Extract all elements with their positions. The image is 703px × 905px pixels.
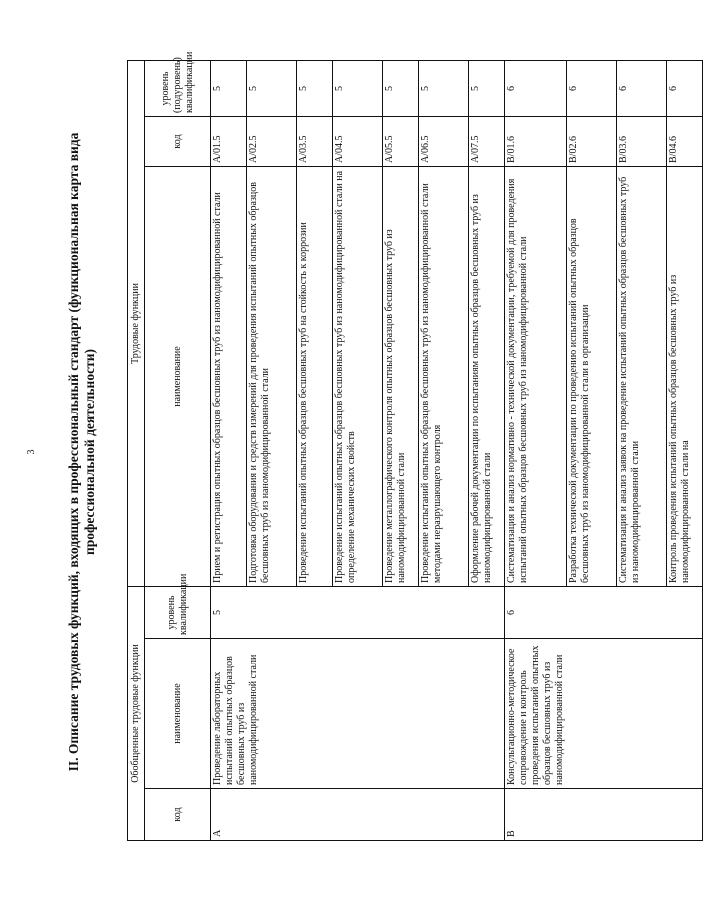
section-heading (66, 82, 98, 822)
group-level-cell: 6 (505, 587, 703, 639)
function-name-cell: Проведение испытаний опытных образцов бесшовных труб на стойкость к коррозии (297, 167, 333, 587)
labor-functions-header: Трудовые функции (128, 61, 145, 587)
function-name-cell: Проведение испытаний опытных образцов бесшовных труб из наномодифицированной стали на определение механических свойств (333, 167, 383, 587)
functional-map-table-wrapper (127, 51, 691, 841)
function-code-cell: B/01.6 (505, 117, 567, 167)
function-name-cell: Подготовка оборудования и средств измерений для проведения испытаний опытных образцов бесшовных труб из наномодифицированной стали (247, 167, 297, 587)
header-level: уровень квалификации (145, 587, 211, 639)
function-name-cell: Оформление рабочей документации по испытаниям опытных образцов бесшовных труб из наномодифицированной стали (469, 167, 505, 587)
function-name-cell: Прием и регистрация опытных образцов бесшовных труб из наномодифицированной стали (211, 167, 247, 587)
function-level-cell: 6 (505, 61, 567, 117)
header-sublevel: уровень (подуровень) квалификации (145, 61, 211, 117)
function-name-cell: Разработка технической документации по проведению испытаний опытных образцов бесшовных труб из наномодифицированной стали в организации (567, 167, 617, 587)
function-level-cell: 5 (247, 61, 297, 117)
functional-map-table (127, 51, 703, 841)
header-function-name: наименование (145, 167, 211, 587)
table-row (211, 61, 247, 841)
function-level-cell: 6 (617, 61, 667, 117)
function-code-cell: A/03.5 (297, 117, 333, 167)
function-code-cell: A/02.5 (247, 117, 297, 167)
function-code-cell: A/04.5 (333, 117, 383, 167)
function-code-cell: A/01.5 (211, 117, 247, 167)
function-level-cell: 5 (419, 61, 469, 117)
function-code-cell: A/07.5 (469, 117, 505, 167)
function-level-cell: 5 (297, 61, 333, 117)
function-code-cell: B/03.6 (617, 117, 667, 167)
function-name-cell: Проведение металлографического контроля опытных образцов бесшовных труб из наномодифицированной стали (383, 167, 419, 587)
group-code-cell: B (505, 789, 703, 841)
group-code-cell: A (211, 789, 505, 841)
header-code: код (145, 789, 211, 841)
page-number: 3 (26, 449, 37, 455)
generalized-functions-header: Обобщенные трудовые функции (128, 587, 145, 841)
function-name-cell: Систематизация и анализ заявок на проведение испытаний опытных образцов бесшовных труб из наномодифицированной стали (617, 167, 667, 587)
group-level-cell: 5 (211, 587, 505, 639)
function-level-cell: 5 (333, 61, 383, 117)
function-code-cell: B/02.6 (567, 117, 617, 167)
function-level-cell: 5 (469, 61, 505, 117)
group-name-cell: Консультационно-методическое сопровождение и контроль проведения испытаний опытных образцов бесшовных труб из наномодифицированной стали (505, 639, 703, 789)
table-row (505, 61, 567, 841)
section-heading-line-1: II. Описание трудовых функций, входящих в профессиональный стандарт (функциональная карта вида (66, 132, 81, 772)
table-header-row-1 (128, 61, 145, 841)
header-name: наименование (145, 639, 211, 789)
table-header-row-2 (145, 61, 211, 841)
function-code-cell: A/05.5 (383, 117, 419, 167)
function-level-cell: 5 (211, 61, 247, 117)
function-level-cell: 6 (667, 61, 703, 117)
group-name-cell: Проведение лабораторных испытаний опытных образцов бесшовных труб из наномодифицированной стали (211, 639, 505, 789)
function-code-cell: B/04.6 (667, 117, 703, 167)
function-level-cell: 6 (567, 61, 617, 117)
header-function-code: код (145, 117, 211, 167)
function-level-cell: 5 (383, 61, 419, 117)
function-name-cell: Систематизация и анализ нормативно - технической документации, требуемой для проведения испытаний опытных образцов бесшовных труб из наномодифицированной стали (505, 167, 567, 587)
function-name-cell: Контроль проведения испытаний опытных образцов бесшовных труб из наномодифицированной стали на (667, 167, 703, 587)
function-name-cell: Проведение испытаний опытных образцов бесшовных труб из наномодифицированной стали методами неразрушающего контроля (419, 167, 469, 587)
function-code-cell: A/06.5 (419, 117, 469, 167)
section-heading-line-2: профессиональной деятельности) (82, 349, 97, 555)
